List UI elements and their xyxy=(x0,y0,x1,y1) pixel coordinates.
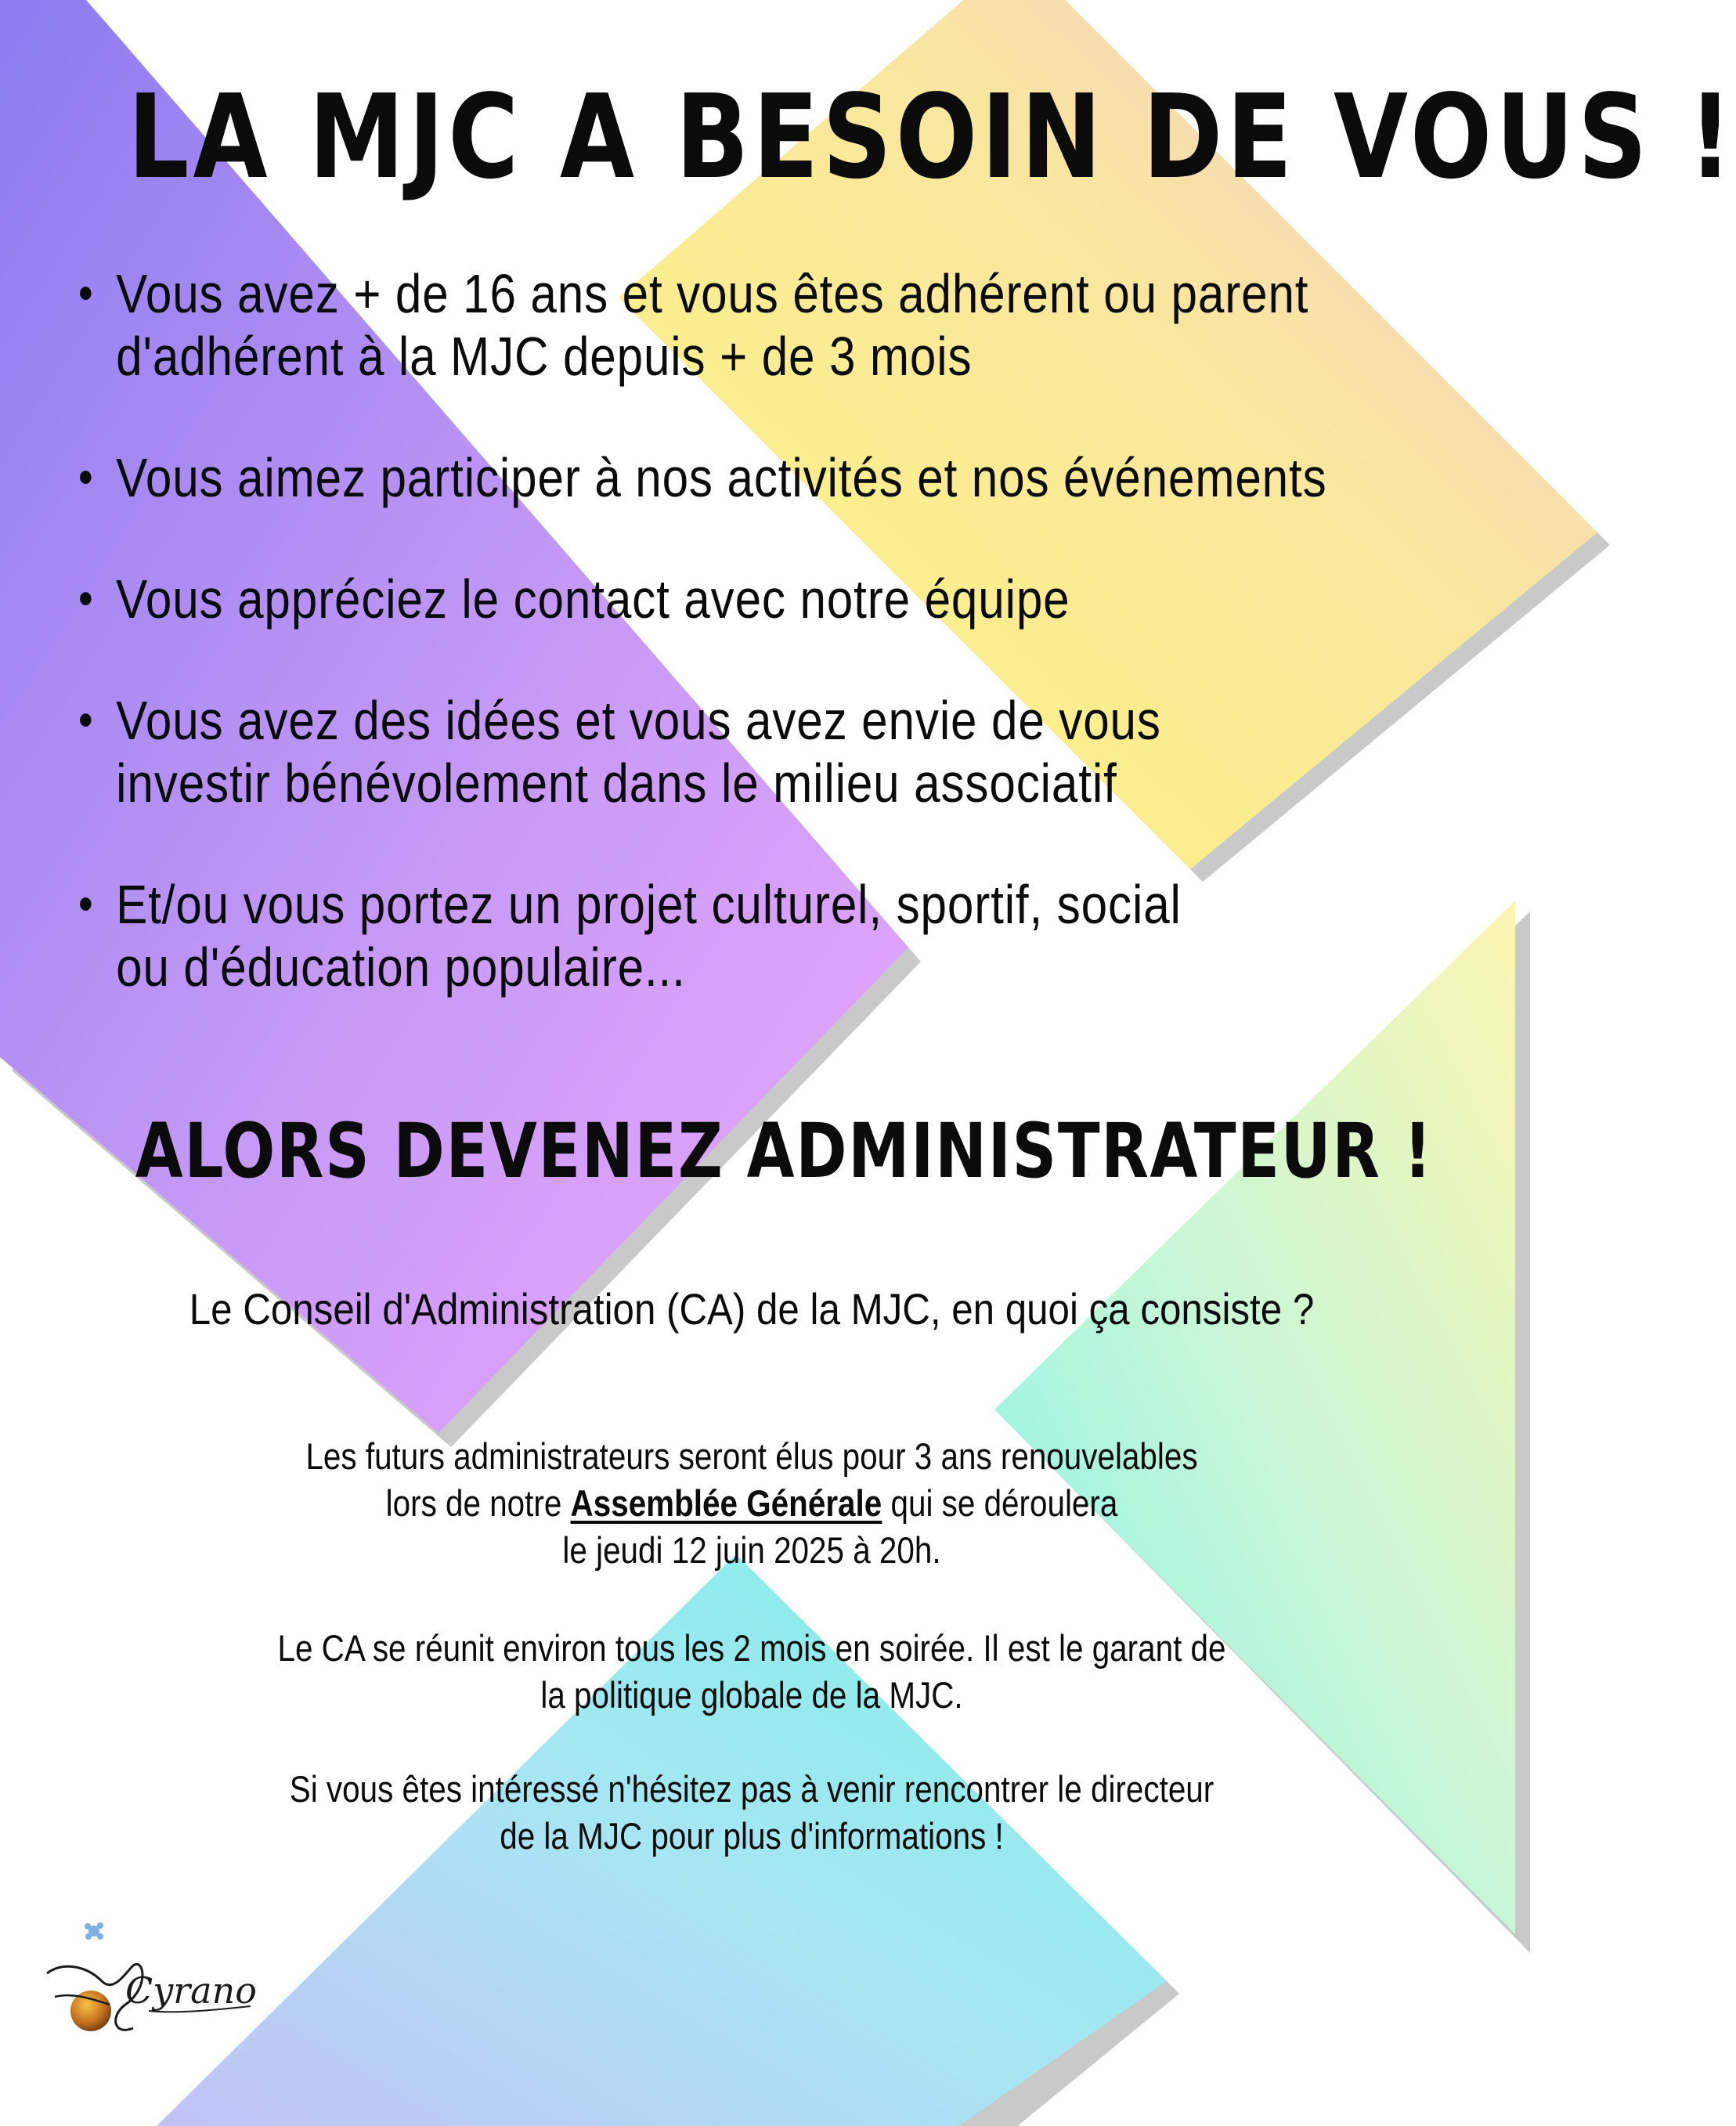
call-to-action-heading: ALORS DEVENEZ ADMINISTRATEUR ! xyxy=(135,1107,1434,1195)
bullet-list xyxy=(78,262,1472,998)
list-item xyxy=(78,568,1277,630)
bullet-text-line: Vous appréciez le contact avec notre équipe xyxy=(116,568,1070,630)
bullet-text-line: d'adhérent à la MJC depuis + de 3 mois xyxy=(116,326,973,387)
bullet-dot-icon: • xyxy=(78,450,94,504)
cyrano-logo-icon xyxy=(39,1918,274,2052)
bullet-dot-icon: • xyxy=(78,877,94,931)
list-item xyxy=(78,689,1277,814)
bullet-dot-icon: • xyxy=(78,693,94,747)
page-title: LA MJC A BESOIN DE VOUS ! xyxy=(128,70,1736,204)
paragraph-text: qui se déroulera xyxy=(882,1482,1118,1524)
bullet-text-line: Vous avez + de 16 ans et vous êtes adhérent ou parent xyxy=(116,263,1309,324)
bullet-text-line: Vous aimez participer à nos activités et nos événements xyxy=(116,447,1327,508)
bullet-dot-icon: • xyxy=(78,266,94,320)
bullet-text-line: Vous avez des idées et vous avez envie de vous xyxy=(116,690,1161,751)
paragraph-line: Si vous êtes intéressé n'hésitez pas à venir rencontrer le directeur xyxy=(289,1768,1214,1810)
contact-paragraph xyxy=(105,1766,1398,1860)
bullet-dot-icon: • xyxy=(78,572,94,626)
paragraph-line xyxy=(105,1480,1398,1527)
paragraph-line: Le CA se réunit environ tous les 2 mois en soirée. Il est le garant de xyxy=(277,1627,1226,1669)
election-paragraph xyxy=(105,1433,1398,1574)
list-item xyxy=(78,873,1277,998)
assemblee-generale-text: Assemblée Générale xyxy=(570,1482,882,1524)
list-item xyxy=(78,262,1309,388)
paragraph-line: le jeudi 12 juin 2025 à 20h. xyxy=(562,1529,941,1571)
paragraph-line: la politique globale de la MJC. xyxy=(540,1674,963,1716)
bullet-text-line: ou d'éducation populaire... xyxy=(116,937,686,998)
paragraph-text: lors de notre xyxy=(385,1482,571,1524)
meeting-paragraph xyxy=(105,1625,1398,1719)
paragraph-line: de la MJC pour plus d'informations ! xyxy=(500,1815,1004,1857)
bullet-text-line: investir bénévolement dans le milieu associatif xyxy=(116,753,1117,814)
paragraph-line: Les futurs administrateurs seront élus pour 3 ans renouvelables xyxy=(305,1435,1198,1477)
bullet-text-line: Et/ou vous portez un projet culturel, sportif, social xyxy=(116,874,1182,935)
question-heading: Le Conseil d'Administration (CA) de la MJC, en quoi ça consiste ? xyxy=(189,1284,1315,1334)
list-item xyxy=(78,446,1327,509)
logo-text: Cyrano xyxy=(125,1969,257,2012)
